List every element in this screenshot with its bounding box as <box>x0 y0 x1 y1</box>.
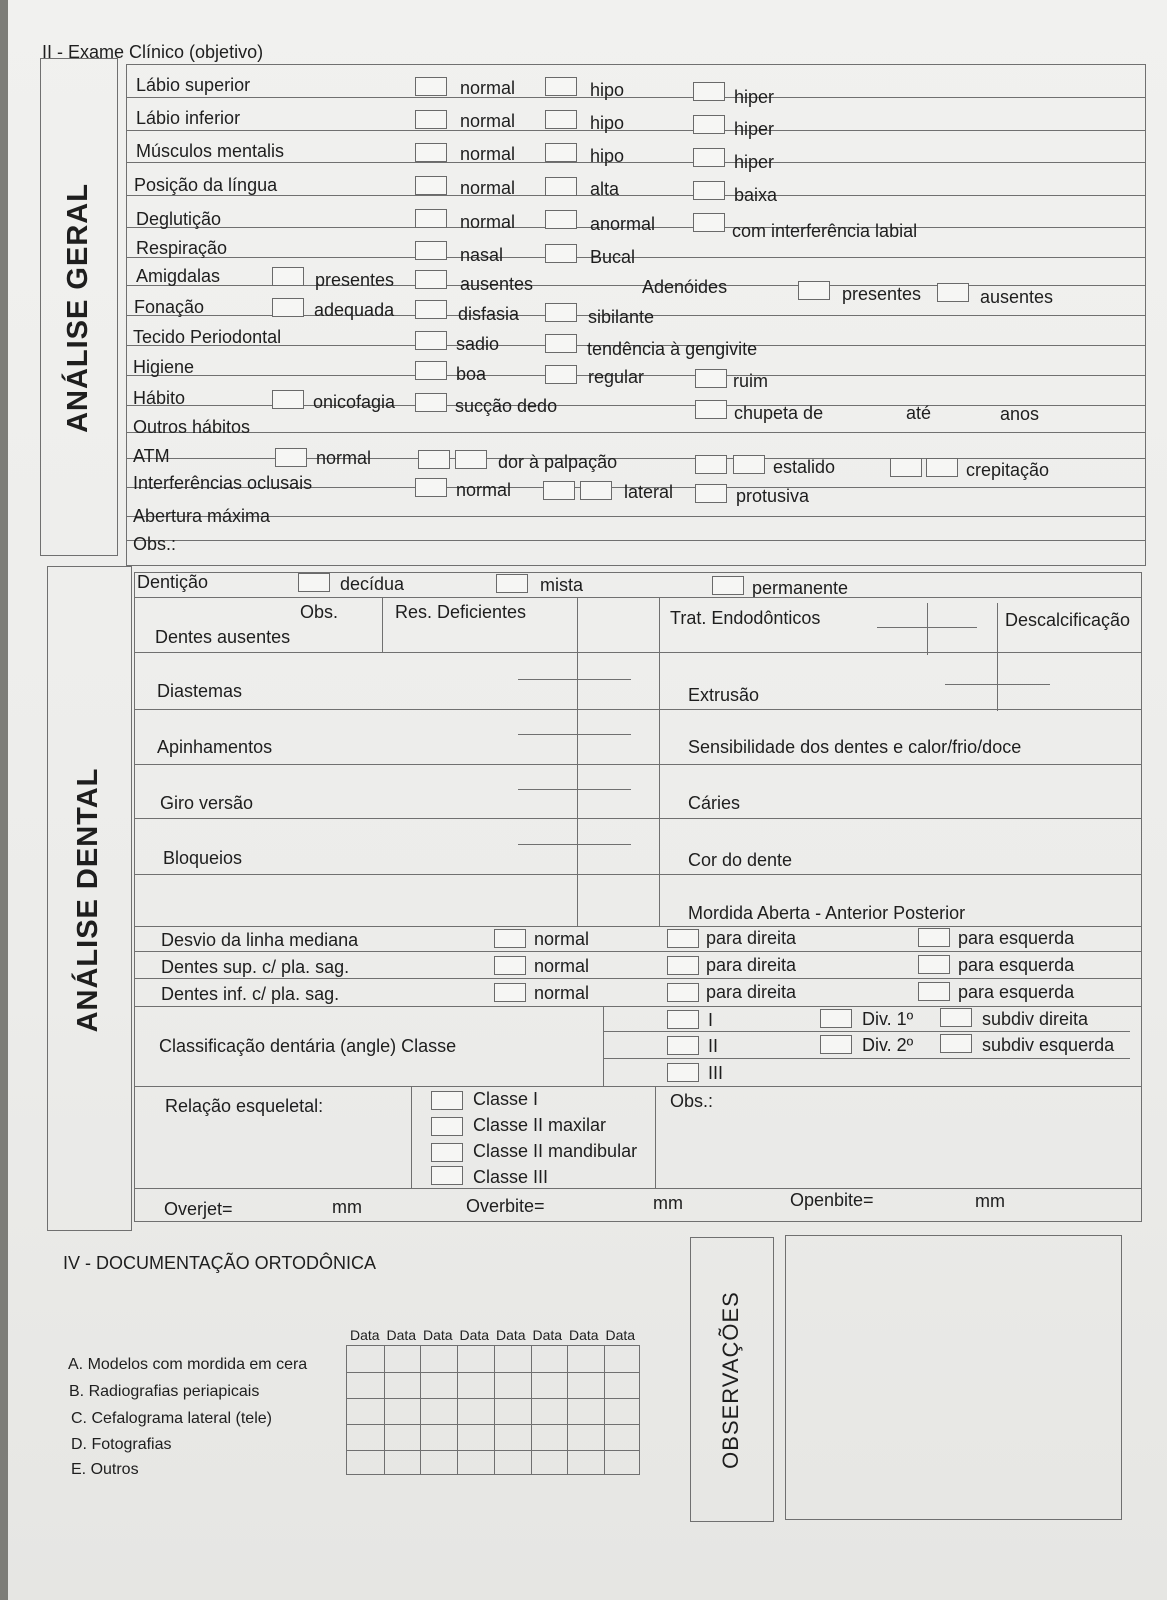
section-title: IV - DOCUMENTAÇÃO ORTODÔNICA <box>63 1253 377 1273</box>
checkbox[interactable] <box>415 393 447 412</box>
divider <box>945 684 1050 685</box>
option: crepitação <box>966 460 1050 480</box>
row-label: Diastemas <box>157 681 243 701</box>
divider <box>134 1086 1142 1087</box>
checkbox[interactable] <box>545 177 577 196</box>
row-label: Respiração <box>136 238 228 258</box>
checkbox[interactable] <box>415 241 447 260</box>
doc-item: B. Radiografias periapicais <box>69 1383 260 1400</box>
option: hiper <box>734 119 775 139</box>
date-column-header: Data <box>496 1327 526 1343</box>
row-label: Sensibilidade dos dentes e calor/frio/doce <box>688 737 1022 757</box>
option: normal <box>460 111 516 131</box>
divider <box>134 978 1142 979</box>
class-option: subdiv direita <box>982 1009 1089 1029</box>
checkbox[interactable] <box>693 181 725 200</box>
option: lateral <box>624 482 674 502</box>
checkbox[interactable] <box>272 298 304 317</box>
checkbox[interactable] <box>798 281 830 300</box>
option: boa <box>456 364 487 384</box>
obs-label: Obs.: <box>670 1091 714 1111</box>
option: onicofagia <box>313 392 396 412</box>
checkbox[interactable] <box>667 983 699 1002</box>
checkbox[interactable] <box>455 450 487 469</box>
option: regular <box>588 367 645 387</box>
checkbox[interactable] <box>543 481 575 500</box>
unit-mm: mm <box>653 1193 683 1213</box>
checkbox[interactable] <box>545 110 577 129</box>
checkbox[interactable] <box>820 1035 852 1054</box>
checkbox[interactable] <box>418 450 450 469</box>
divider <box>134 652 1142 653</box>
option: para esquerda <box>958 955 1075 975</box>
row-label: Interferências oclusais <box>133 473 313 493</box>
overbite-label: Overbite= <box>466 1196 545 1216</box>
unit-mm: mm <box>332 1197 362 1217</box>
row-label: Dentes inf. c/ pla. sag. <box>161 984 340 1004</box>
checkbox[interactable] <box>545 334 577 353</box>
option: normal <box>534 956 590 976</box>
checkbox[interactable] <box>890 458 922 477</box>
option: Classe I <box>473 1089 539 1109</box>
option: permanente <box>752 578 849 598</box>
col-header-obs: Obs. <box>300 602 339 622</box>
option: normal <box>460 78 516 98</box>
option: tendência à gengivite <box>587 339 758 359</box>
divider <box>411 1086 412 1188</box>
observacoes-box[interactable] <box>785 1235 1122 1520</box>
option: normal <box>534 983 590 1003</box>
class-option: subdiv esquerda <box>982 1035 1115 1055</box>
date-column-header: Data <box>532 1327 563 1343</box>
divider <box>126 130 1146 131</box>
option: hipo <box>590 146 625 166</box>
option: normal <box>460 144 516 164</box>
checkbox[interactable] <box>695 455 727 474</box>
class-option: I <box>708 1010 714 1030</box>
divider <box>134 597 1142 598</box>
checkbox[interactable] <box>496 574 528 593</box>
grid-line <box>457 1346 458 1474</box>
checkbox[interactable] <box>695 400 727 419</box>
row-label: Trat. Endodônticos <box>670 608 821 628</box>
divider <box>126 540 1146 541</box>
option: disfasia <box>458 304 520 324</box>
checkbox[interactable] <box>918 928 950 947</box>
option: baixa <box>734 185 778 205</box>
years-label: anos <box>1000 404 1040 424</box>
option: estalido <box>773 457 836 477</box>
date-column-header: Data <box>605 1327 636 1343</box>
divider <box>603 1031 1130 1032</box>
checkbox[interactable] <box>545 77 577 96</box>
adenoides-label: Adenóides <box>642 277 728 297</box>
checkbox[interactable] <box>693 148 725 167</box>
checkbox[interactable] <box>415 478 447 497</box>
row-label: Dentes ausentes <box>155 627 291 647</box>
option: anormal <box>590 214 656 234</box>
row-label: Fonação <box>134 297 205 317</box>
checkbox[interactable] <box>940 1008 972 1027</box>
checkbox[interactable] <box>693 82 725 101</box>
checkbox[interactable] <box>926 458 958 477</box>
class-option: Div. 1º <box>862 1009 914 1029</box>
divider <box>603 1006 604 1086</box>
divider <box>126 257 1146 258</box>
divider <box>518 734 631 735</box>
divider <box>382 597 383 652</box>
row-label: Desvio da linha mediana <box>161 930 359 950</box>
option: Classe II mandibular <box>473 1141 638 1161</box>
checkbox[interactable] <box>431 1143 463 1162</box>
overjet-label: Overjet= <box>164 1199 233 1219</box>
divider <box>134 1006 1142 1007</box>
option: protusiva <box>736 486 810 506</box>
option: com interferência labial <box>732 221 918 241</box>
option: Classe III <box>473 1167 549 1187</box>
col-header-res: Res. Deficientes <box>395 602 527 622</box>
checkbox[interactable] <box>431 1091 463 1110</box>
option: normal <box>456 480 512 500</box>
option: ausentes <box>980 287 1054 307</box>
checkbox[interactable] <box>545 210 577 229</box>
option: alta <box>590 179 620 199</box>
checkbox[interactable] <box>415 143 447 162</box>
dental-table <box>134 572 1142 1222</box>
option: sadio <box>456 334 500 354</box>
row-label: Mordida Aberta - Anterior Posterior <box>688 903 966 923</box>
checkbox[interactable] <box>298 573 330 592</box>
checkbox[interactable] <box>667 929 699 948</box>
checkbox[interactable] <box>415 209 447 228</box>
grid-line <box>531 1346 532 1474</box>
checkbox[interactable] <box>494 956 526 975</box>
row-label: Bloqueios <box>163 848 243 868</box>
checkbox[interactable] <box>918 955 950 974</box>
row-label: Tecido Periodontal <box>133 327 282 347</box>
checkbox[interactable] <box>275 448 307 467</box>
grid-line <box>604 1346 605 1474</box>
row-label: Músculos mentalis <box>136 141 285 161</box>
divider <box>655 1086 656 1188</box>
divider <box>518 679 631 680</box>
checkbox[interactable] <box>545 303 577 322</box>
option: Classe II maxilar <box>473 1115 607 1135</box>
date-column-header: Data <box>350 1327 380 1343</box>
divider <box>877 627 977 628</box>
checkbox[interactable] <box>695 369 727 388</box>
grid-line <box>494 1346 495 1474</box>
divider <box>997 603 998 711</box>
row-label: ATM <box>133 446 170 466</box>
section-title: II - Exame Clínico (objetivo) <box>42 42 264 62</box>
row-label: Amigdalas <box>136 266 221 286</box>
class-option: Div. 2º <box>862 1035 914 1055</box>
row-label: Cáries <box>688 793 741 813</box>
checkbox[interactable] <box>712 576 744 595</box>
grid-line <box>347 1424 639 1425</box>
option: normal <box>316 448 372 468</box>
option: para direita <box>706 982 797 1002</box>
row-label: Cor do dente <box>688 850 793 870</box>
row-label: Hábito <box>133 388 186 408</box>
option: mista <box>540 575 584 595</box>
checkbox[interactable] <box>693 213 725 232</box>
divider <box>518 844 631 845</box>
date-column-header: Data <box>386 1327 417 1343</box>
row-label: Obs.: <box>133 534 177 554</box>
checkbox[interactable] <box>494 929 526 948</box>
row-label: Apinhamentos <box>157 737 273 757</box>
divider <box>134 1188 1142 1189</box>
checkbox[interactable] <box>937 283 969 302</box>
doc-item: A. Modelos com mordida em cera <box>68 1356 308 1373</box>
date-column-header: Data <box>459 1327 490 1343</box>
row-label: Dentição <box>137 572 209 592</box>
checkbox[interactable] <box>545 244 577 263</box>
option: para esquerda <box>958 982 1075 1002</box>
row-label: Extrusão <box>688 685 760 705</box>
checkbox[interactable] <box>695 484 727 503</box>
grid-line <box>420 1346 421 1474</box>
checkbox[interactable] <box>667 1063 699 1082</box>
date-column-header: Data <box>423 1327 453 1343</box>
grid-line <box>347 1372 639 1373</box>
observacoes-label: OBSERVAÇÕES <box>718 1291 743 1469</box>
checkbox[interactable] <box>272 267 304 286</box>
row-label: Lábio superior <box>136 75 251 95</box>
option: nasal <box>460 245 504 265</box>
doc-item: E. Outros <box>71 1461 139 1478</box>
option: normal <box>534 929 590 949</box>
row-label: Relação esqueletal: <box>165 1096 324 1116</box>
date-column-header: Data <box>569 1327 599 1343</box>
option: para direita <box>706 955 797 975</box>
option: sucção dedo <box>455 396 558 416</box>
option: hipo <box>590 80 625 100</box>
divider <box>126 195 1146 196</box>
divider <box>134 709 1142 710</box>
row-label: Giro versão <box>160 793 254 813</box>
checkbox[interactable] <box>415 270 447 289</box>
grid-line <box>384 1346 385 1474</box>
checkbox[interactable] <box>940 1034 972 1053</box>
option: ruim <box>733 371 768 391</box>
documentation-grid[interactable] <box>346 1345 640 1475</box>
option: decídua <box>340 574 405 594</box>
divider <box>134 926 1142 927</box>
grid-line <box>567 1346 568 1474</box>
checkbox[interactable] <box>494 983 526 1002</box>
option: normal <box>460 178 516 198</box>
divider <box>518 789 631 790</box>
option: para esquerda <box>958 928 1075 948</box>
row-label: Descalcificação <box>1005 610 1131 630</box>
option: hipo <box>590 113 625 133</box>
option: hiper <box>734 152 775 172</box>
divider <box>134 764 1142 765</box>
divider <box>126 516 1146 517</box>
row-label: Outros hábitos <box>133 417 251 437</box>
divider <box>134 874 1142 875</box>
checkbox[interactable] <box>693 115 725 134</box>
option: chupeta de <box>734 403 824 423</box>
divider <box>577 597 578 927</box>
row-label: Classificação dentária (angle) Classe <box>159 1036 457 1056</box>
checkbox[interactable] <box>431 1117 463 1136</box>
checkbox[interactable] <box>415 331 447 350</box>
grid-line <box>347 1450 639 1451</box>
checkbox[interactable] <box>545 143 577 162</box>
side-label-geral: ANÁLISE GERAL <box>62 183 94 433</box>
divider <box>603 1058 1130 1059</box>
divider <box>927 603 928 655</box>
divider <box>659 597 660 927</box>
class-option: III <box>708 1063 724 1083</box>
row-label: Dentes sup. c/ pla. sag. <box>161 957 350 977</box>
openbite-label: Openbite= <box>790 1190 874 1210</box>
option: presentes <box>315 270 395 290</box>
option: para direita <box>706 928 797 948</box>
row-label: Higiene <box>133 357 195 377</box>
checkbox[interactable] <box>545 365 577 384</box>
divider <box>134 818 1142 819</box>
checkbox[interactable] <box>667 1010 699 1029</box>
unit-mm: mm <box>975 1191 1005 1211</box>
until-label: até <box>906 403 932 423</box>
checkbox[interactable] <box>667 1036 699 1055</box>
option: ausentes <box>460 274 534 294</box>
option: presentes <box>842 284 922 304</box>
row-label: Lábio inferior <box>136 108 241 128</box>
checkbox[interactable] <box>820 1009 852 1028</box>
checkbox[interactable] <box>431 1166 463 1185</box>
row-label: Posição da língua <box>134 175 278 195</box>
option: sibilante <box>588 307 655 327</box>
side-label-dental: ANÁLISE DENTAL <box>72 767 104 1033</box>
option: Bucal <box>590 247 636 267</box>
class-option: II <box>708 1036 719 1056</box>
row-label: Deglutição <box>136 209 222 229</box>
checkbox[interactable] <box>580 481 612 500</box>
checkbox[interactable] <box>415 361 447 380</box>
checkbox[interactable] <box>415 300 447 319</box>
option: hiper <box>734 87 775 107</box>
checkbox[interactable] <box>415 176 447 195</box>
checkbox[interactable] <box>667 956 699 975</box>
checkbox[interactable] <box>272 390 304 409</box>
doc-item: C. Cefalograma lateral (tele) <box>71 1410 272 1427</box>
divider <box>134 951 1142 952</box>
row-label: Abertura máxima <box>133 506 271 526</box>
grid-line <box>347 1398 639 1399</box>
divider <box>126 432 1146 433</box>
checkbox[interactable] <box>415 110 447 129</box>
divider <box>126 162 1146 163</box>
doc-item: D. Fotografias <box>71 1436 172 1453</box>
checkbox[interactable] <box>918 982 950 1001</box>
checkbox[interactable] <box>733 455 765 474</box>
option: adequada <box>314 300 395 320</box>
checkbox[interactable] <box>415 77 447 96</box>
option: normal <box>460 212 516 232</box>
option: dor à palpação <box>498 452 618 472</box>
divider <box>126 97 1146 98</box>
